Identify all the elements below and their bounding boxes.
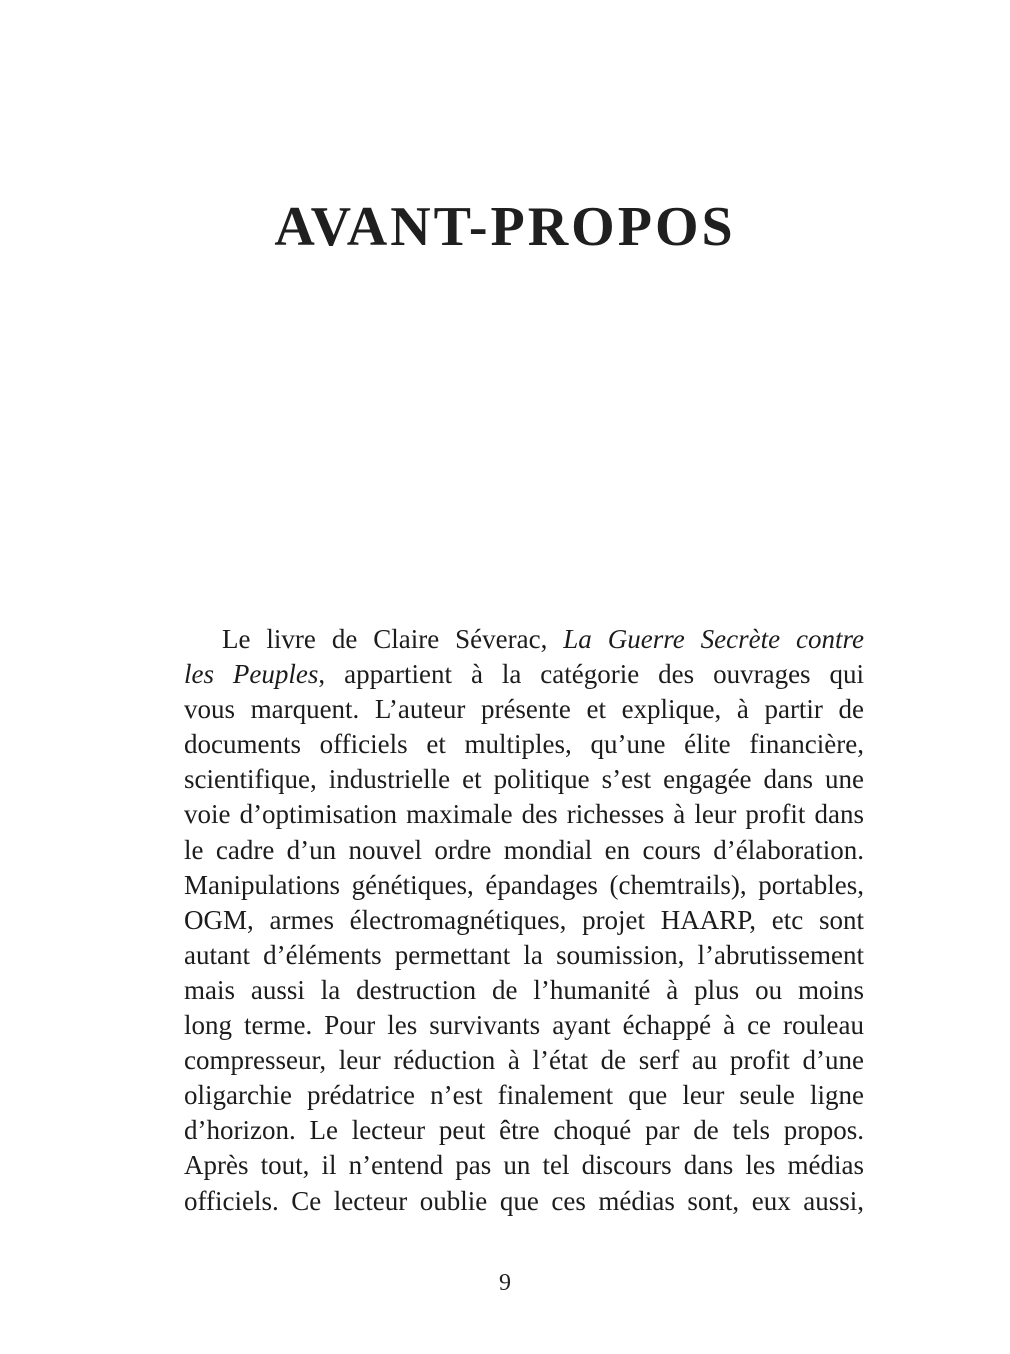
text-line: officiels. Ce lecteur oublie que ces médias sont, eux aussi, <box>184 1185 864 1216</box>
chapter-title: AVANT-PROPOS <box>274 196 736 258</box>
text-line: mais aussi la destruction de l’humanité à plus ou moins <box>184 974 864 1005</box>
text-segment: , appartient à la catégorie des ouvrages qui <box>318 659 864 690</box>
text-line: d’horizon. Le lecteur peut être choqué par de tels propos. <box>184 1115 864 1146</box>
text-line: compresseur, leur réduction à l’état de serf au profit d’une <box>184 1045 864 1076</box>
text-segment: Le livre de Claire Séverac, <box>222 624 564 654</box>
text-line <box>184 622 864 657</box>
italic-book-title: les Peuples <box>184 659 319 690</box>
body-paragraph <box>184 622 864 1219</box>
page-number: 9 <box>499 1270 511 1296</box>
text-line: Après tout, il n’entend pas un tel discours dans les médias <box>184 1150 864 1181</box>
text-line: long terme. Pour les survivants ayant échappé à ce rouleau <box>184 1010 864 1041</box>
text-line: le cadre d’un nouvel ordre mondial en cours d’élaboration. <box>184 834 864 865</box>
text-line: oligarchie prédatrice n’est finalement que leur seule ligne <box>184 1080 864 1111</box>
text-line: vous marquent. L’auteur présente et explique, à partir de <box>184 694 864 725</box>
text-line: documents officiels et multiples, qu’une élite financière, <box>184 729 864 760</box>
italic-book-title: La Guerre Secrète contre <box>563 624 864 654</box>
text-line: OGM, armes électromagnétiques, projet HAARP, etc sont <box>184 904 864 935</box>
text-line <box>184 657 864 692</box>
text-line: voie d’optimisation maximale des richesses à leur profit dans <box>184 799 864 830</box>
text-line: autant d’éléments permettant la soumission, l’abrutissement <box>184 939 864 970</box>
text-line: scientifique, industrielle et politique s’est engagée dans une <box>184 764 864 795</box>
text-line: Manipulations génétiques, épandages (chemtrails), portables, <box>184 869 864 900</box>
